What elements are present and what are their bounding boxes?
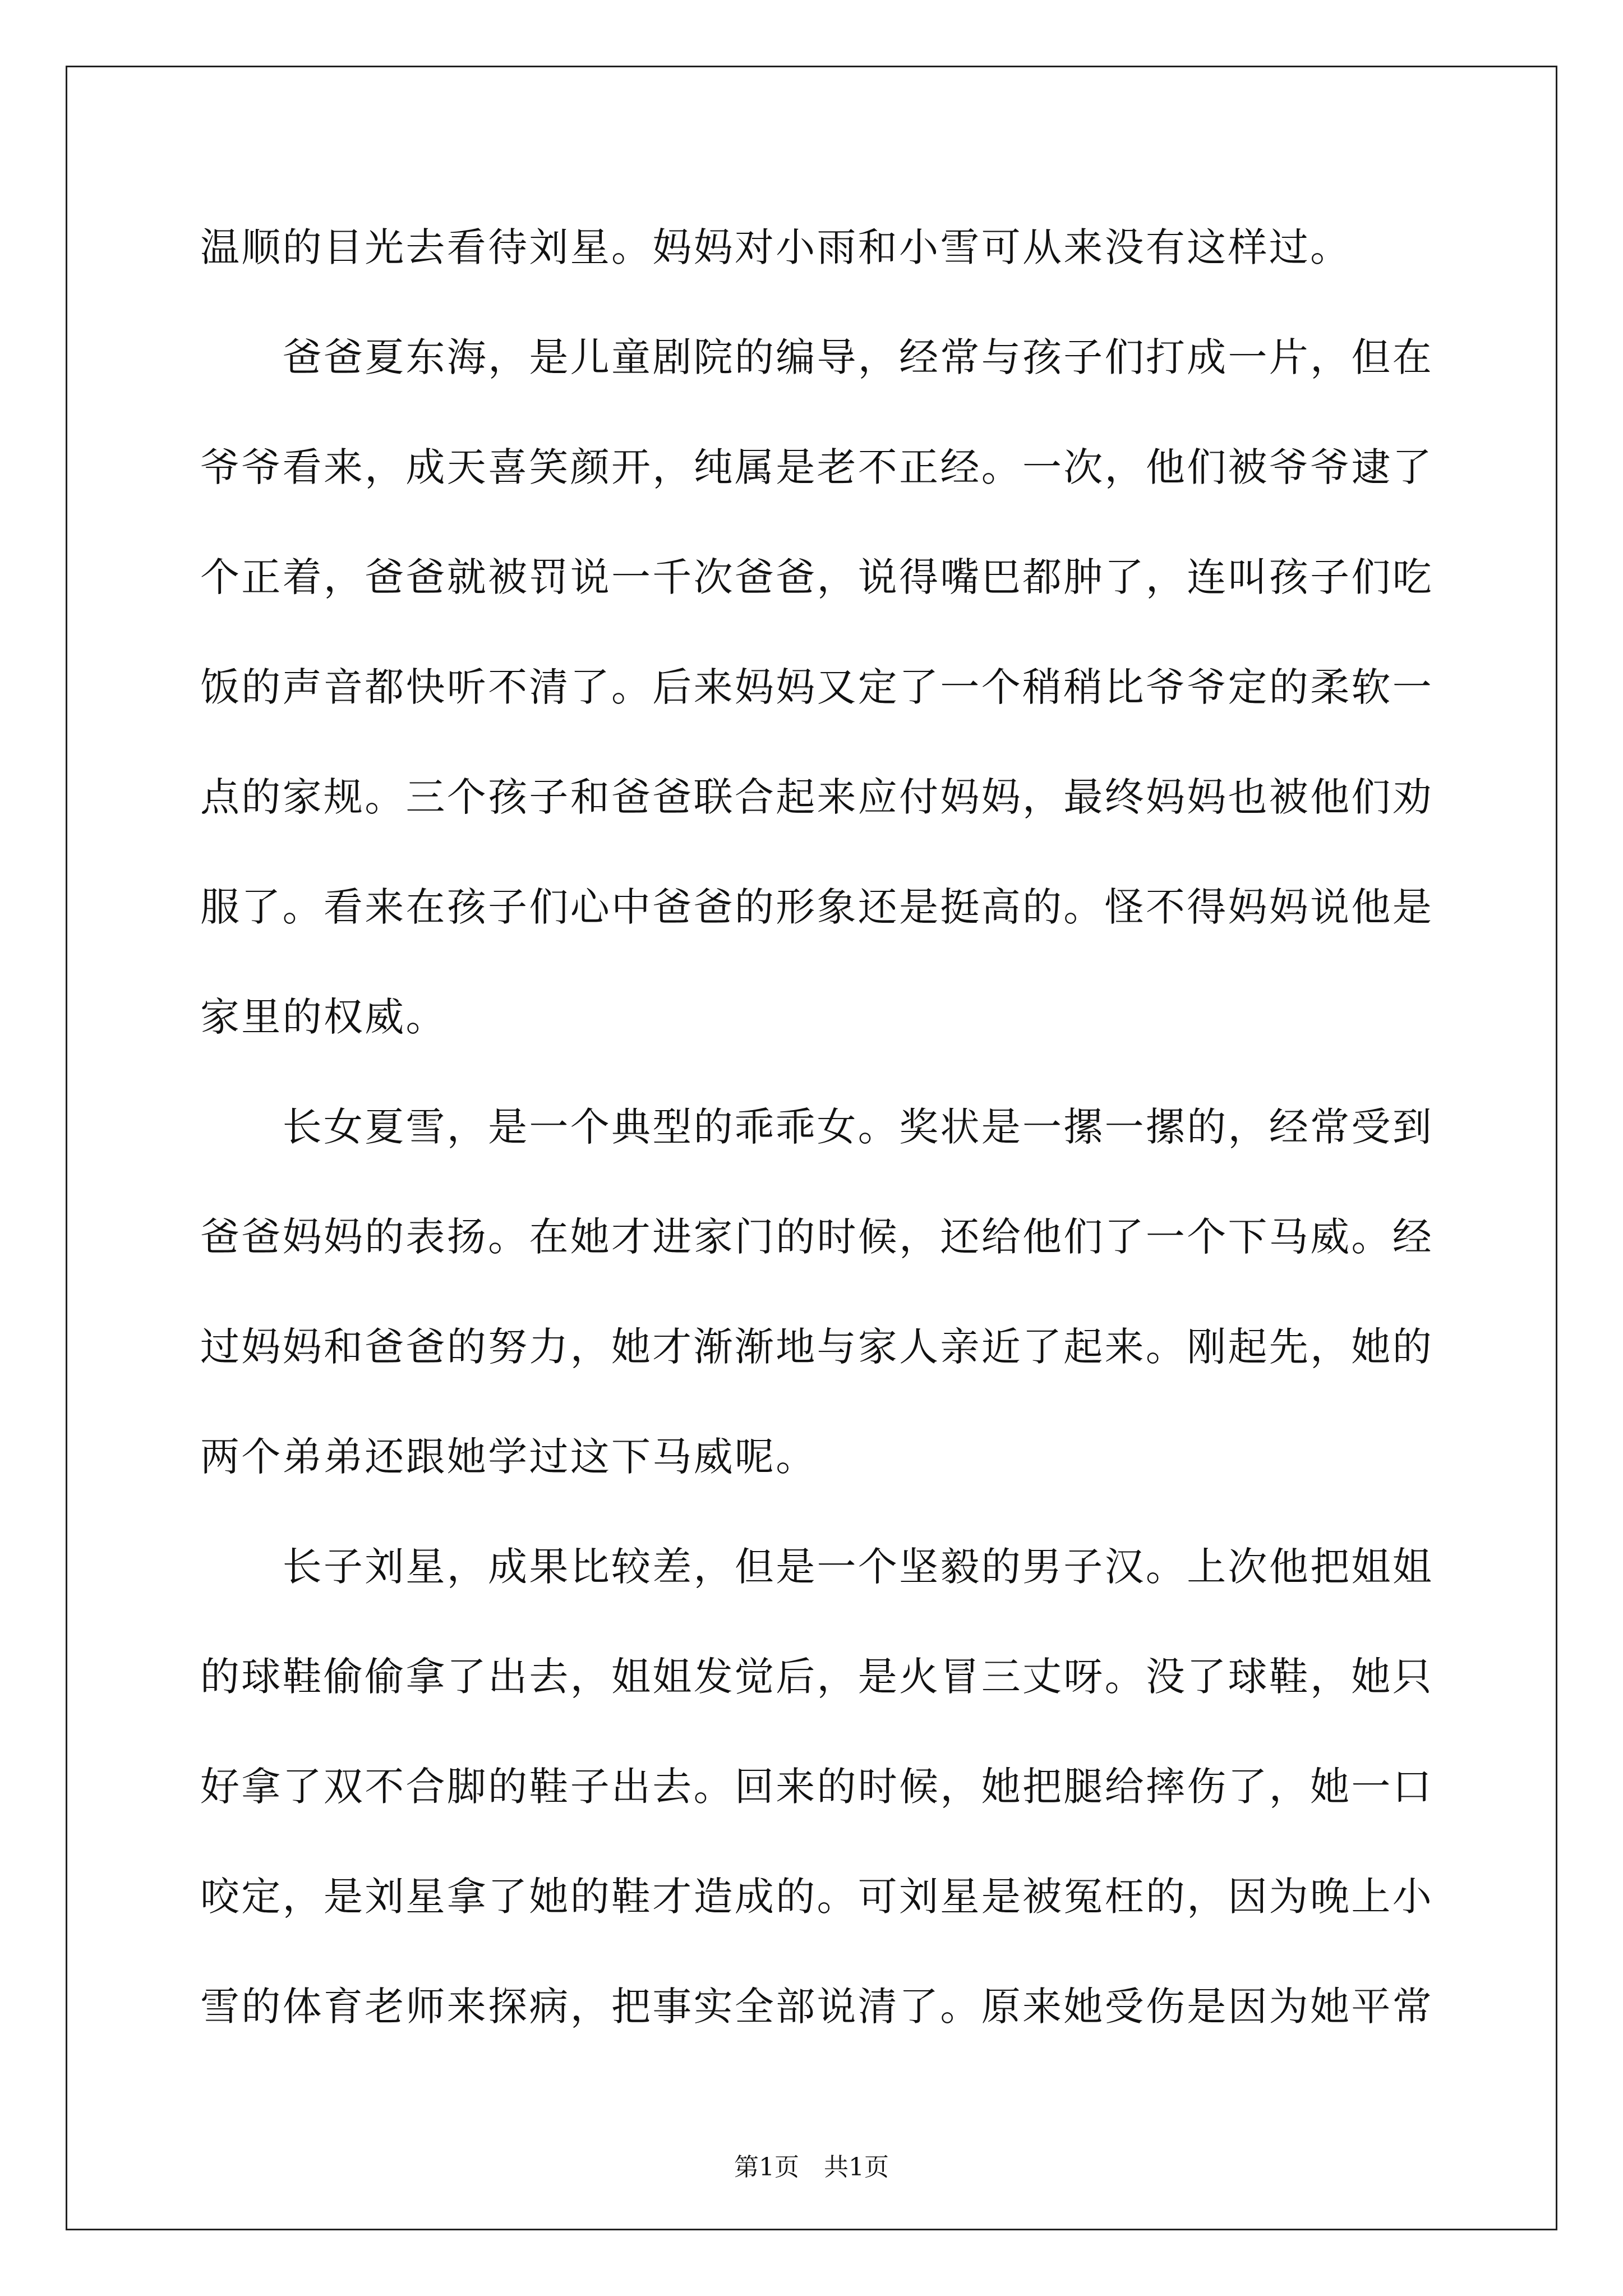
text-line: 爷爷看来，成天喜笑颜开，纯属是老不正经。一次，他们被爷爷逮了 <box>200 444 1433 490</box>
text-line: 爸爸妈妈的表扬。在她才进家门的时候，还给他们了一个下马威。经 <box>200 1214 1433 1260</box>
text-line: 咬定，是刘星拿了她的鞋才造成的。可刘星是被冤枉的，因为晚上小 <box>200 1874 1433 1920</box>
text-line: 两个弟弟还跟她学过这下马威呢。 <box>200 1434 817 1480</box>
text-line: 温顺的目光去看待刘星。妈妈对小雨和小雪可从来没有这样过。 <box>200 224 1352 270</box>
text-line: 家里的权威。 <box>200 994 447 1040</box>
text-line: 长女夏雪，是一个典型的乖乖女。奖状是一摞一摞的，经常受到 <box>200 1104 1433 1150</box>
text-line: 好拿了双不合脚的鞋子出去。回来的时候，她把腿给摔伤了，她一口 <box>200 1764 1433 1810</box>
text-line: 爸爸夏东海，是儿童剧院的编导，经常与孩子们打成一片，但在 <box>200 334 1433 380</box>
text-line: 的球鞋偷偷拿了出去，姐姐发觉后，是火冒三丈呀。没了球鞋，她只 <box>200 1654 1433 1700</box>
text-line: 长子刘星，成果比较差，但是一个坚毅的男子汉。上次他把姐姐 <box>200 1544 1433 1590</box>
text-line: 过妈妈和爸爸的努力，她才渐渐地与家人亲近了起来。刚起先，她的 <box>200 1324 1433 1370</box>
text-line: 雪的体育老师来探病，把事实全部说清了。原来她受伤是因为她平常 <box>200 1984 1433 2030</box>
text-line: 点的家规。三个孩子和爸爸联合起来应付妈妈，最终妈妈也被他们劝 <box>200 774 1433 820</box>
text-line: 饭的声音都快听不清了。后来妈妈又定了一个稍稍比爷爷定的柔软一 <box>200 664 1433 710</box>
text-line: 个正着，爸爸就被罚说一千次爸爸，说得嘴巴都肿了，连叫孩子们吃 <box>200 554 1433 600</box>
text-line: 服了。看来在孩子们心中爸爸的形象还是挺高的。怪不得妈妈说他是 <box>200 884 1433 930</box>
page-footer: 第1页 共1页 <box>734 2153 889 2182</box>
